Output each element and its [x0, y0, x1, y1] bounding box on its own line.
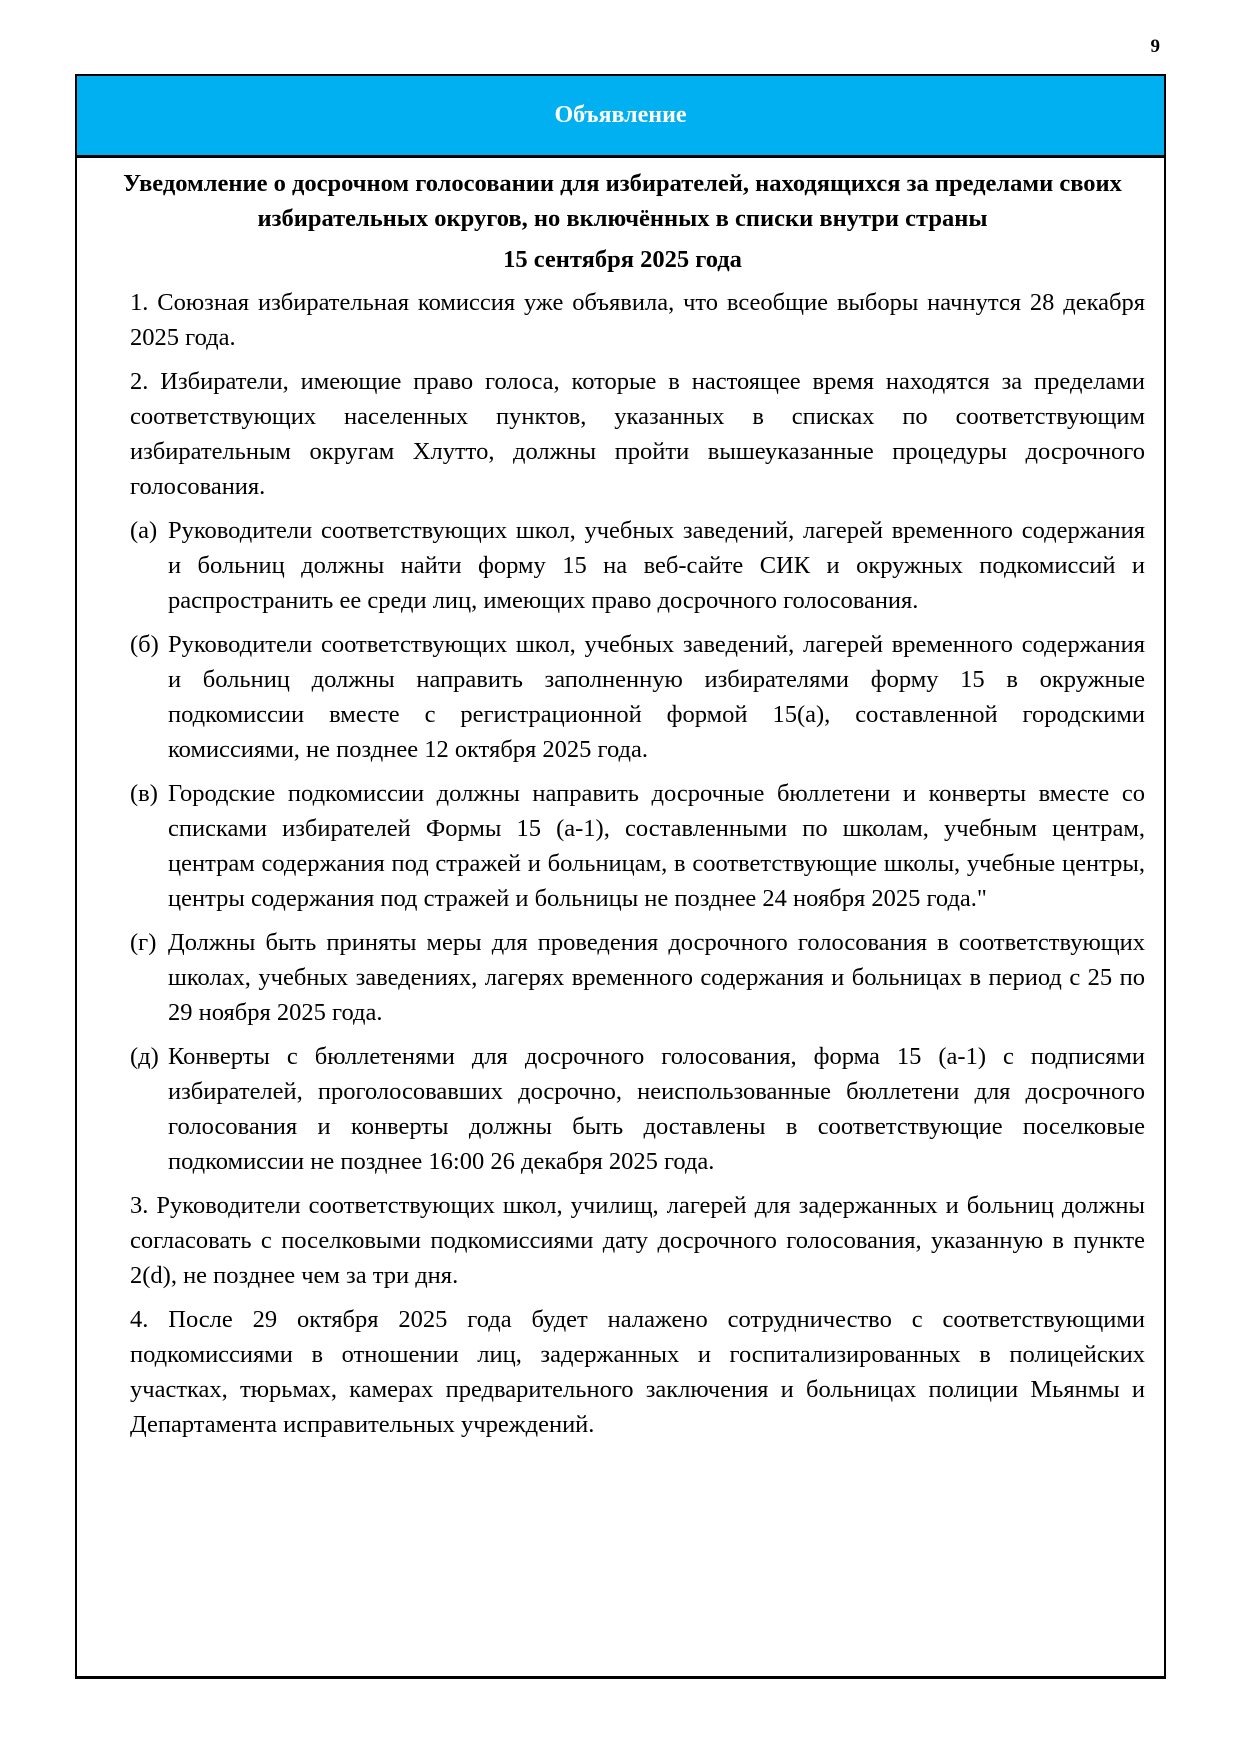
subitem-g: [130, 925, 1145, 1030]
subitem-label: (в): [130, 780, 158, 807]
subitem-label: (а): [130, 517, 158, 544]
subitem-label: (г): [130, 929, 157, 956]
notice-date: 15 сентября 2025 года: [503, 246, 742, 273]
paragraph-2: 2. Избиратели, имеющие право голоса, которые в настоящее время находятся за пределами соответствующих населенных пунктов, указанных в списках по соответствующим избирательным округам Хлутто, должны пройти вышеуказанные процедуры досрочного голосования.: [130, 368, 1145, 500]
subitem-v: [130, 776, 1145, 916]
subitem-text: Руководители соответствующих школ, учебных заведений, лагерей временного содержания и больниц должны направить заполненную избирателями форму 15 в окружные подкомиссии вместе с регистрационной формой 15(а), составленной городскими комиссиями, не позднее 12 октября 2025 года.: [168, 631, 1145, 763]
subitem-d: [130, 1039, 1145, 1179]
paragraph-1: 1. Союзная избирательная комиссия уже объявила, что всеобщие выборы начнутся 28 декабря 2025 года.: [130, 289, 1145, 351]
subitem-text: Конверты с бюллетенями для досрочного голосования, форма 15 (а-1) с подписями избирателей, проголосовавших досрочно, неиспользованные бюллетени для досрочного голосования и конверты должны быть доставлены в соответствующие поселковые подкомиссии не позднее 16:00 26 декабря 2025 года.: [168, 1043, 1145, 1175]
subitem-label: (д): [130, 1043, 159, 1070]
paragraph-4: 4. После 29 октября 2025 года будет налажено сотрудничество с соответствующими подкомиссиями в отношении лиц, задержанных и госпитализированных в полицейских участках, тюрьмах, камерах предварительного заключения и больницах полиции Мьянмы и Департамента исправительных учреждений.: [130, 1306, 1145, 1438]
page-number: 9: [1150, 36, 1160, 57]
notice-heading: Уведомление о досрочном голосовании для избирателей, находящихся за пределами своих избирательных округов, но включённых в списки внутри страны: [123, 170, 1122, 232]
banner-title: Объявление: [554, 102, 687, 128]
subitem-a: [130, 513, 1145, 618]
paragraph-3: 3. Руководители соответствующих школ, училищ, лагерей для задержанных и больниц должны согласовать с поселковыми подкомиссиями дату досрочного голосования, указанную в пункте 2(d), не позднее чем за три дня.: [130, 1192, 1145, 1289]
subitem-text: Должны быть приняты меры для проведения досрочного голосования в соответствующих школах, учебных заведениях, лагерях временного содержания и больницах в период с 25 по 29 ноября 2025 года.: [168, 929, 1145, 1026]
notice-content: [77, 158, 1164, 1442]
subitem-text: Городские подкомиссии должны направить досрочные бюллетени и конверты вместе со списками избирателей Формы 15 (а-1), составленными по школам, учебным центрам, центрам содержания под стражей и больницам, в соответствующие школы, учебные центры, центры содержания под стражей и больницы не позднее 24 ноября 2025 года.": [168, 780, 1145, 912]
subitem-text: Руководители соответствующих школ, учебных заведений, лагерей временного содержания и больниц должны найти форму 15 на веб-сайте СИК и окружных подкомиссий и распространить ее среди лиц, имеющих право досрочного голосования.: [168, 517, 1145, 614]
subitem-label: (б): [130, 631, 159, 658]
announcement-banner: [77, 76, 1164, 158]
subitem-b: [130, 627, 1145, 767]
announcement-box: [75, 74, 1166, 1679]
